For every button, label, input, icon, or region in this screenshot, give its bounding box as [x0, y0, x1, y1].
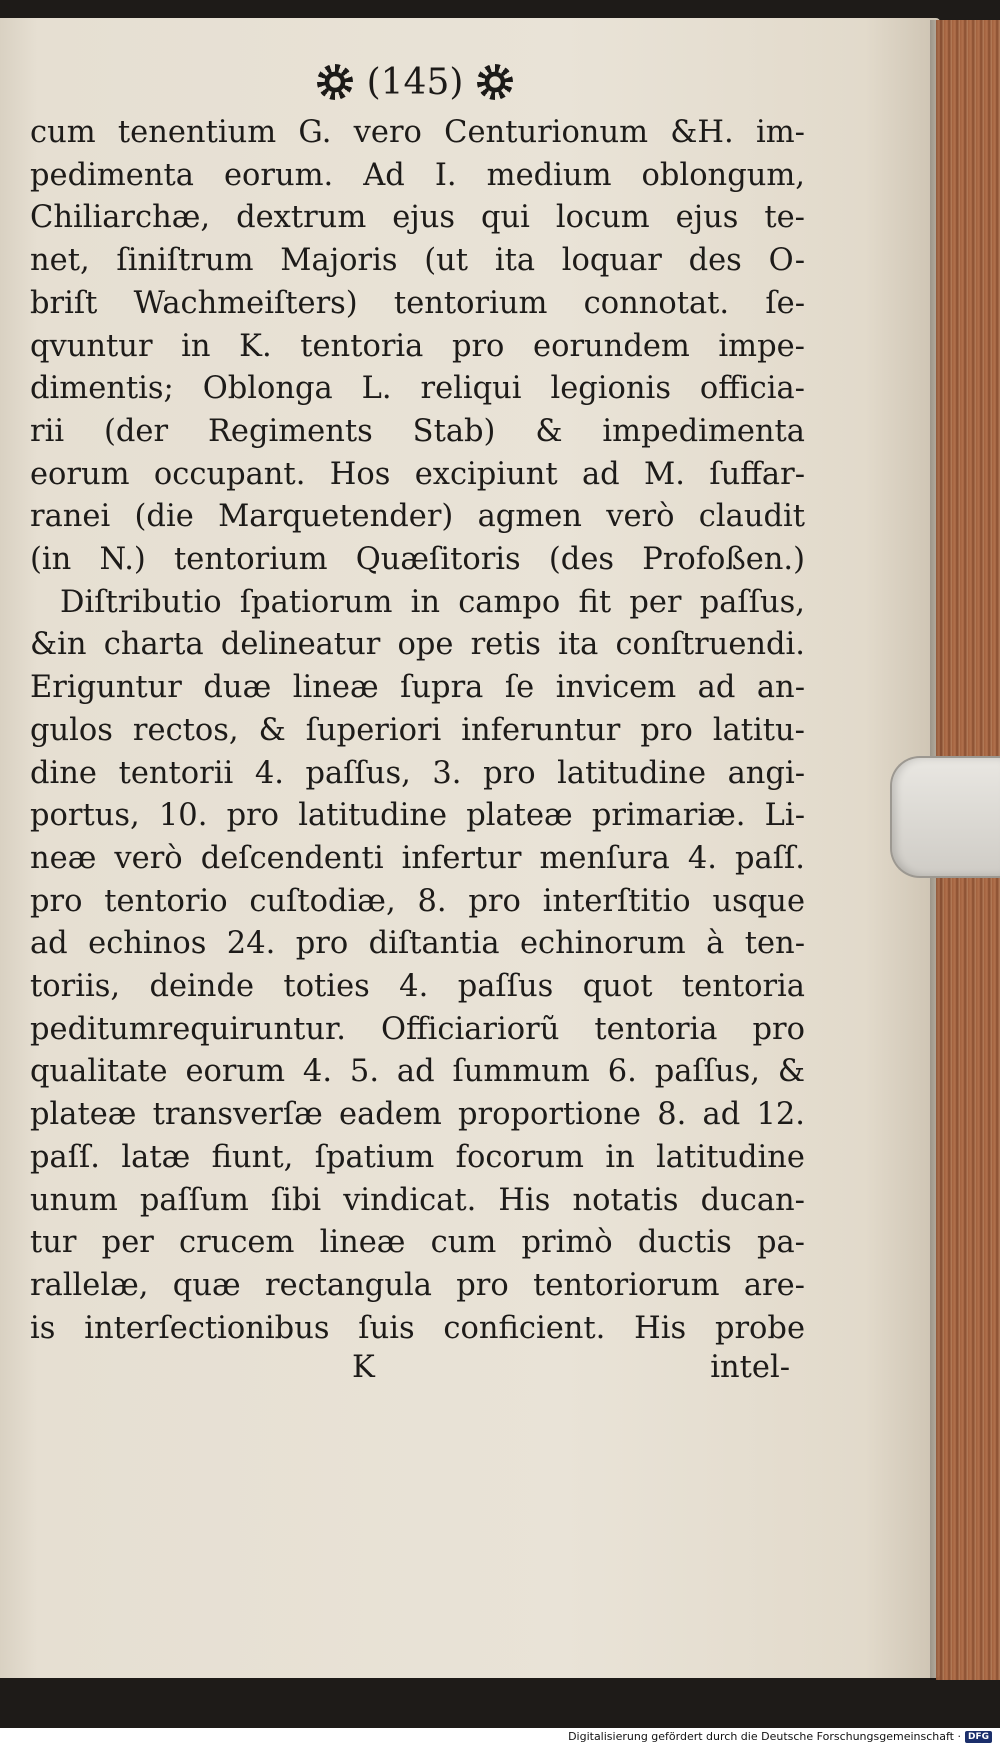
- text-line: qualitate eorum 4. 5. ad ſummum 6. paſſus, &: [30, 1054, 805, 1090]
- ornament-right-icon: [477, 64, 513, 100]
- text-line: rii (der Regiments Stab) & impedimenta: [30, 413, 805, 449]
- text-line: tur per crucem lineæ cum primò ductis pa-: [30, 1225, 805, 1261]
- text-line: peditumrequiruntur. Officiariorũ tentoria pro: [30, 1011, 805, 1047]
- text-line: &in charta delineatur ope retis ita conſtruendi.: [30, 627, 805, 663]
- text-line: net, ſiniſtrum Majoris (ut ita loquar des O-: [30, 243, 805, 279]
- text-line: briſt Wachmeiſters) tentorium connotat. ſe-: [30, 285, 805, 321]
- text-line: eorum occupant. Hos excipiunt ad M. ſuffar-: [30, 456, 805, 492]
- body-text: [30, 112, 805, 1350]
- text-line: paſſ. latæ fiunt, ſpatium focorum in latitudine: [30, 1139, 805, 1175]
- text-line: dimentis; Oblonga L. reliqui legionis officia-: [30, 371, 805, 407]
- text-line: ad echinos 24. pro diſtantia echinorum à ten-: [30, 926, 805, 962]
- page-tab-marker: [890, 756, 1000, 878]
- ornament-left-icon: [317, 64, 353, 100]
- text-line: Chiliarchæ, dextrum ejus qui locum ejus te-: [30, 200, 805, 236]
- text-line: rallelæ, quæ rectangula pro tentoriorum are-: [30, 1267, 805, 1303]
- text-line: gulos rectos, & ſuperiori inferuntur pro latitu-: [30, 712, 805, 748]
- page-number: (145): [366, 61, 464, 103]
- text-line: neæ verò deſcendenti infertur menſura 4. paſſ.: [30, 840, 805, 876]
- text-line: Eriguntur duæ lineæ ſupra ſe invicem ad an-: [30, 670, 805, 706]
- text-line: toriis, deinde toties 4. paſſus quot tentoria: [30, 969, 805, 1005]
- page-header: [290, 52, 540, 112]
- text-line: qvuntur in K. tentoria pro eorundem impe-: [30, 328, 805, 364]
- text-line: (in N.) tentorium Quæſitoris (des Profoßen.): [30, 542, 805, 578]
- text-line: pedimenta eorum. Ad I. medium oblongum,: [30, 157, 805, 193]
- text-line: pro tentorio cuſtodiæ, 8. pro interſtitio usque: [30, 883, 805, 919]
- page-foot: [30, 1350, 805, 1394]
- text-line: is interſectionibus ſuis conficient. His probe: [30, 1310, 805, 1346]
- text-line: cum tenentium G. vero Centurionum &H. im-: [30, 115, 805, 150]
- funding-text: Digitalisierung gefördert durch die Deutsche Forschungsgemeinschaft ·: [568, 1730, 961, 1743]
- text-line: unum paſſum ſibi vindicat. His notatis ducan-: [30, 1182, 805, 1218]
- text-line: plateæ transverſæ eadem proportione 8. ad 12.: [30, 1097, 805, 1133]
- text-line: portus, 10. pro latitudine plateæ primariæ. Li-: [30, 798, 805, 834]
- text-line: Diſtributio ſpatiorum in campo fit per paſſus,: [60, 584, 805, 620]
- dfg-logo-icon: DFG: [965, 1731, 992, 1743]
- text-line: ranei (die Marquetender) agmen verò claudit: [30, 499, 805, 535]
- catchword: intel-: [710, 1350, 790, 1385]
- text-line: dine tentorii 4. paſſus, 3. pro latitudine angi-: [30, 755, 805, 791]
- signature-mark: K: [352, 1350, 375, 1385]
- funding-footer: [568, 1730, 992, 1743]
